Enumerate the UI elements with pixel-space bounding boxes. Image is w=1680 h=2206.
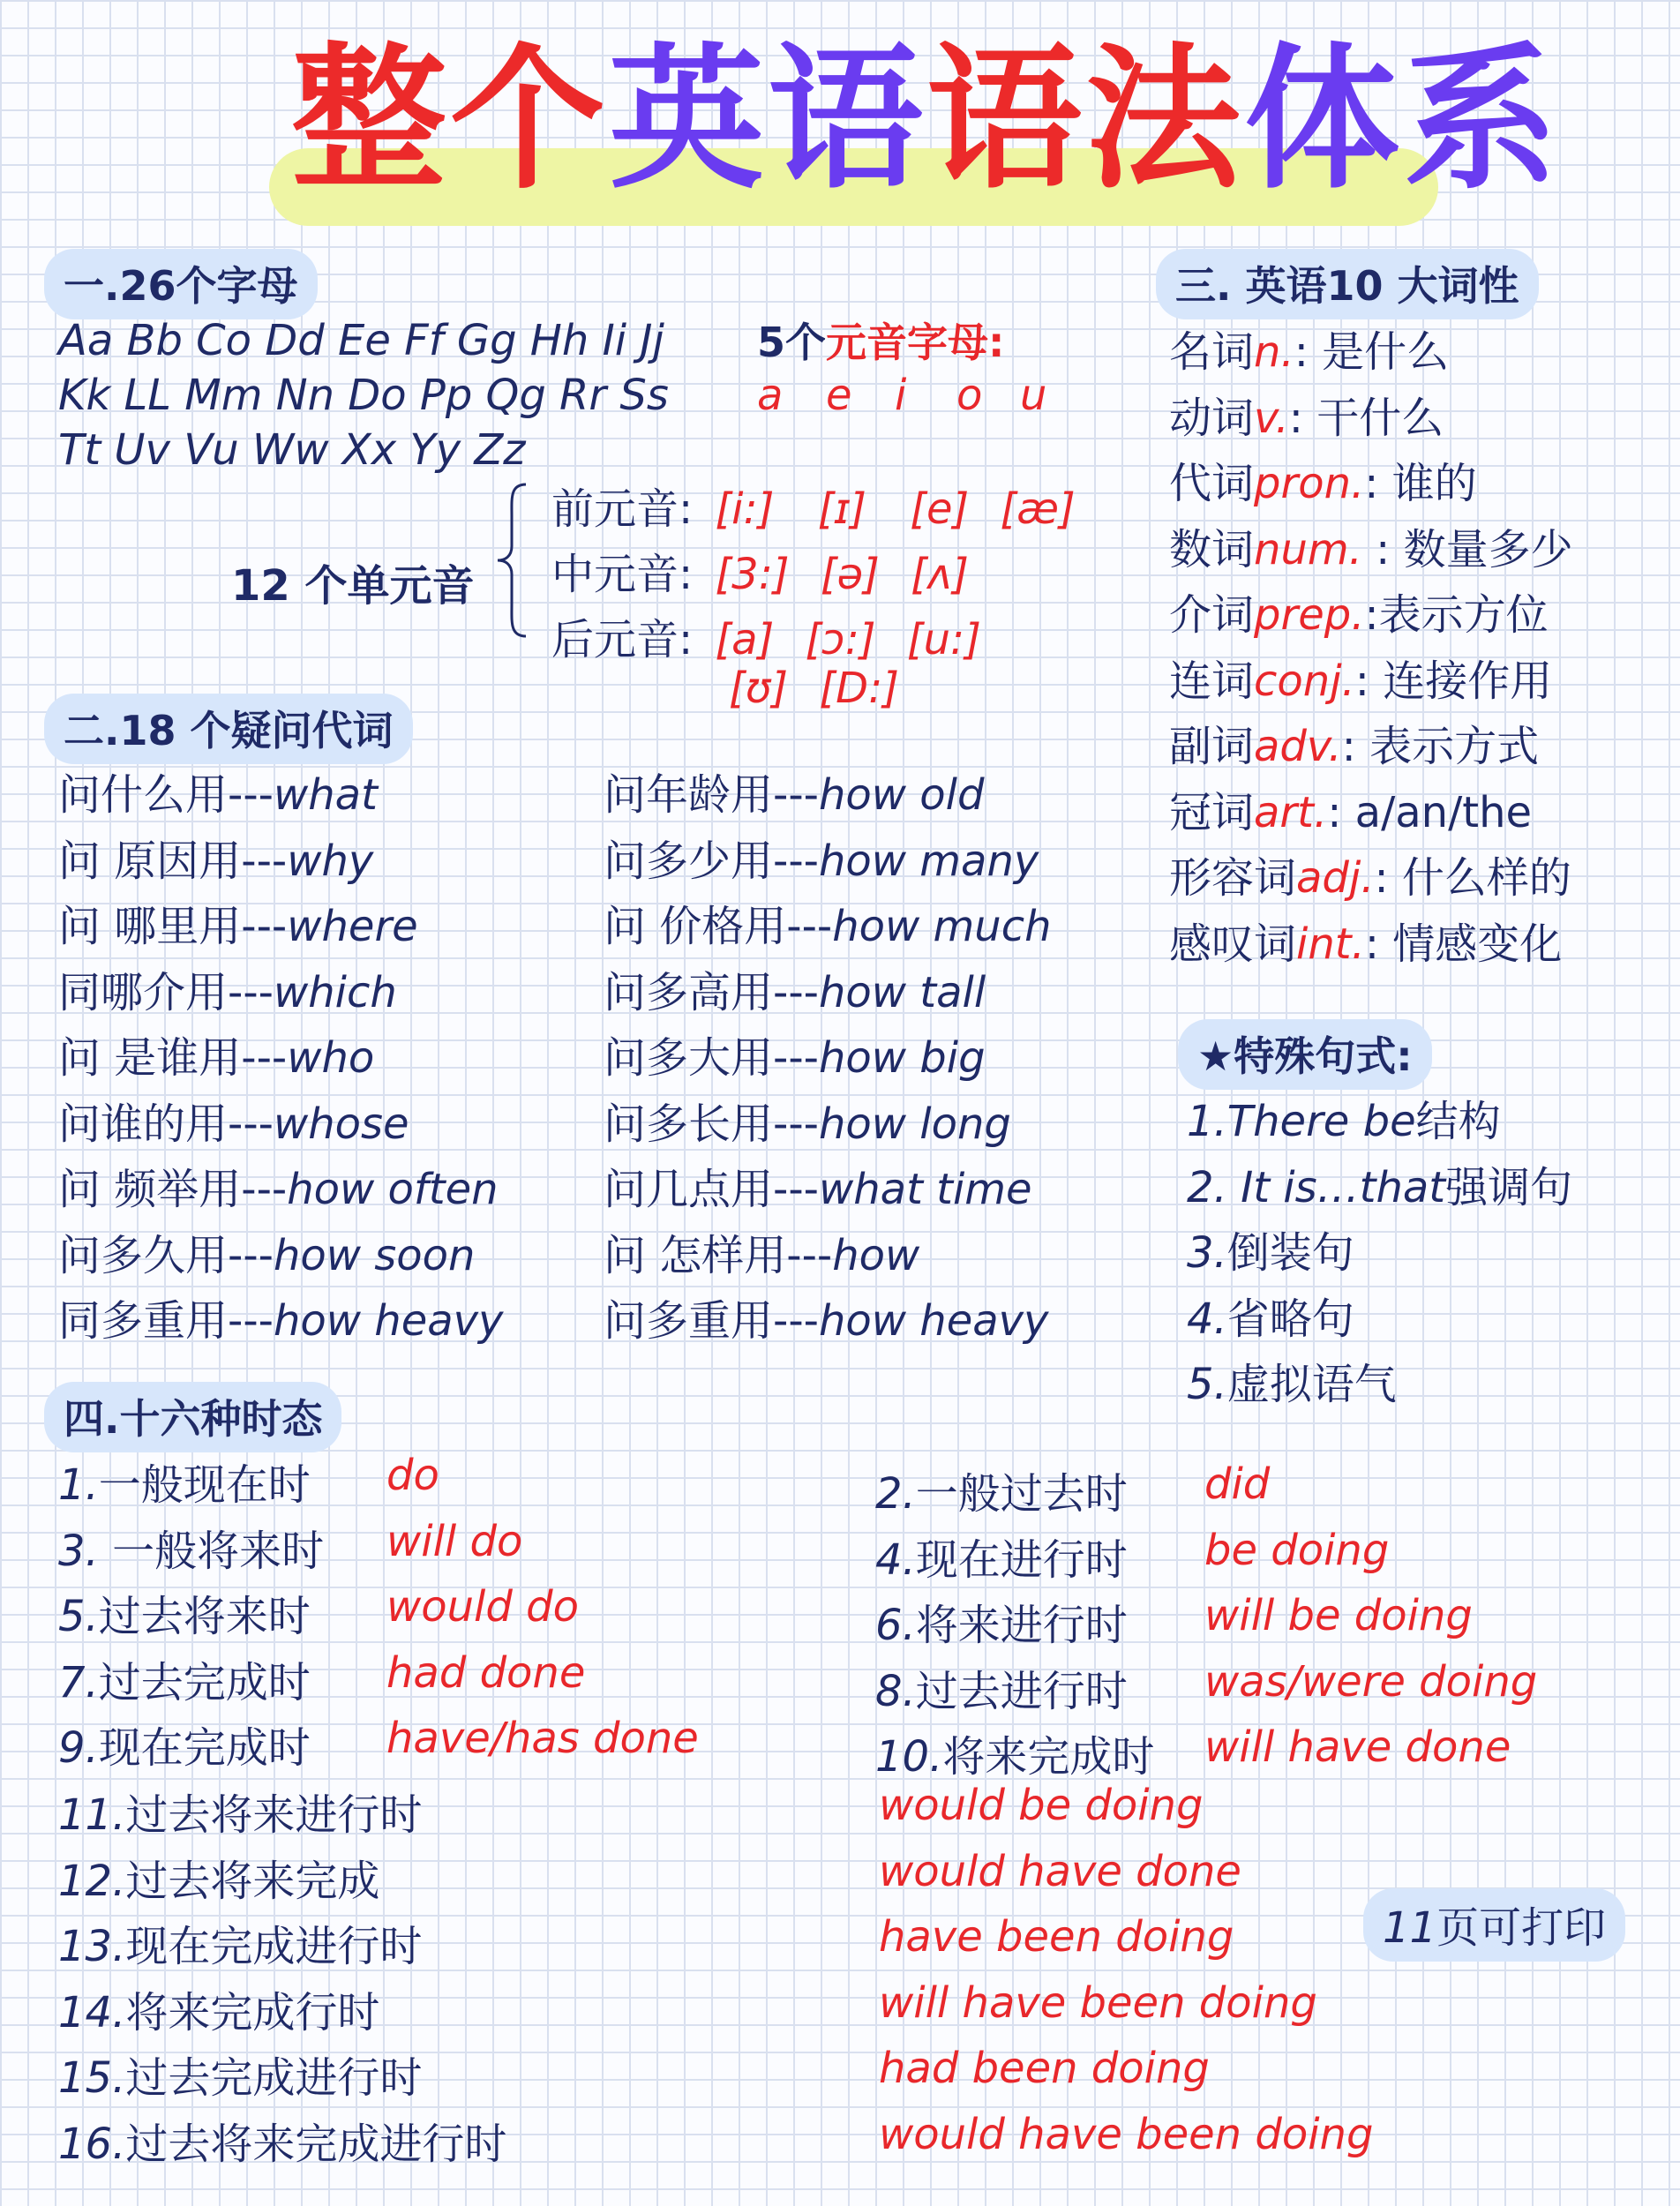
back-vowels-row: 后元音: [a] [ɔ:] [u:] bbox=[551, 615, 981, 664]
tense-form: would have done bbox=[879, 1846, 1241, 1896]
tense-num: 6. bbox=[875, 1601, 916, 1650]
tense-cn bbox=[58, 1460, 311, 1510]
tense-name: 将来完成时 bbox=[942, 1732, 1155, 1782]
tense-name: 过去完成时 bbox=[98, 1657, 311, 1707]
special-num: 2. bbox=[1187, 1162, 1241, 1212]
question-word-cn: 同哪介用--- bbox=[58, 967, 274, 1017]
question-word-row bbox=[604, 1221, 919, 1282]
mid-vowels-row: 中元音: [3:] [ə] [ʌ] bbox=[551, 550, 969, 599]
tense-num: 12. bbox=[58, 1856, 126, 1906]
pos-cn: 介词 bbox=[1169, 590, 1255, 640]
tense-num: 13. bbox=[58, 1922, 126, 1971]
tense-name: 过去将来进行时 bbox=[125, 1790, 423, 1840]
question-word-row bbox=[604, 1024, 986, 1084]
front-vowels-row: 前元音: [i:] [ɪ] [e] [æ] bbox=[551, 484, 1076, 534]
pos-desc: : 情感变化 bbox=[1364, 919, 1563, 969]
question-word-cn: 问谁的用--- bbox=[58, 1099, 274, 1149]
tense-name: 将来进行时 bbox=[915, 1601, 1128, 1650]
tense-form: would do bbox=[386, 1582, 579, 1632]
question-word-en: why bbox=[287, 836, 374, 886]
tense-cn bbox=[875, 1667, 1128, 1716]
tense-row bbox=[58, 1714, 311, 1775]
tense-name: 现在进行时 bbox=[915, 1534, 1128, 1585]
question-word-en: how heavy bbox=[818, 1296, 1049, 1346]
special-num: 3. bbox=[1187, 1228, 1227, 1278]
tense-name: 过去进行时 bbox=[915, 1666, 1128, 1716]
question-word-en: how many bbox=[818, 836, 1039, 886]
tense-num: 8. bbox=[875, 1666, 916, 1716]
pos-desc: : 连接作用 bbox=[1354, 656, 1553, 706]
tense-row bbox=[58, 1847, 379, 1908]
part-of-speech-row bbox=[1169, 844, 1571, 904]
pos-abbr: v. bbox=[1254, 393, 1289, 443]
letters-line-2: Kk LL Mm Nn Do Pp Qg Rr Ss bbox=[58, 371, 669, 420]
tense-num: 15. bbox=[58, 2053, 126, 2103]
question-word-row bbox=[58, 1221, 475, 1282]
tense-row bbox=[58, 1517, 324, 1578]
tense-row bbox=[58, 1978, 379, 2039]
part-of-speech-row bbox=[1169, 778, 1532, 839]
question-word-cn: 问多长用--- bbox=[604, 1099, 819, 1149]
tense-row bbox=[58, 1781, 422, 1842]
part-of-speech-row bbox=[1169, 712, 1539, 773]
question-word-cn: 问 频举用--- bbox=[58, 1165, 288, 1214]
tense-num: 10. bbox=[875, 1732, 943, 1782]
question-word-cn: 问 是谁用--- bbox=[58, 1033, 288, 1083]
question-word-cn: 问多大用--- bbox=[604, 1033, 819, 1083]
question-word-row bbox=[604, 827, 1039, 888]
tense-name: 一般现在时 bbox=[98, 1460, 311, 1510]
pos-cn: 数词 bbox=[1169, 524, 1255, 574]
tense-form: will be doing bbox=[1204, 1591, 1473, 1640]
pos-abbr: pron. bbox=[1254, 459, 1365, 508]
tense-name: 过去将来时 bbox=[98, 1592, 311, 1641]
pos-abbr: conj. bbox=[1254, 656, 1355, 706]
tense-row bbox=[875, 1722, 1154, 1783]
tense-num: 4. bbox=[875, 1534, 916, 1585]
pos-abbr: int. bbox=[1296, 919, 1365, 969]
question-word-row bbox=[58, 1024, 374, 1084]
tense-name: 过去将来完成进行时 bbox=[125, 2119, 507, 2169]
question-word-en: what bbox=[273, 770, 378, 820]
special-sentence-row bbox=[1187, 1285, 1354, 1346]
question-word-en: whose bbox=[273, 1099, 409, 1149]
tense-cn bbox=[875, 1732, 1154, 1782]
tense-cn bbox=[58, 1658, 311, 1707]
tense-name: 现在完成时 bbox=[98, 1723, 311, 1773]
question-word-row bbox=[604, 1090, 1011, 1151]
tense-form: would have been doing bbox=[879, 2109, 1374, 2159]
tense-form: was/were doing bbox=[1204, 1656, 1538, 1707]
question-word-row bbox=[604, 958, 986, 1019]
monophthong-label: 12 个单元音 bbox=[231, 561, 475, 611]
special-cn: 倒装句 bbox=[1226, 1228, 1354, 1278]
pos-desc: : 是什么 bbox=[1294, 327, 1450, 377]
tense-form: will have been doing bbox=[879, 1977, 1317, 2028]
tense-row bbox=[58, 1451, 311, 1512]
question-word-cn: 问 价格用--- bbox=[604, 902, 833, 951]
question-word-en: who bbox=[287, 1033, 375, 1083]
vowel-letters-label: 5个元音字母: bbox=[757, 319, 1005, 366]
tense-num: 5. bbox=[58, 1592, 99, 1641]
question-word-en: which bbox=[273, 967, 397, 1017]
pos-desc: : 表示方式 bbox=[1341, 722, 1540, 771]
tense-row bbox=[875, 1526, 1128, 1587]
question-word-cn: 问 怎样用--- bbox=[604, 1230, 833, 1280]
pos-abbr: adj. bbox=[1296, 853, 1375, 903]
question-word-cn: 问多高用--- bbox=[604, 967, 819, 1017]
special-header: ★特殊句式: bbox=[1178, 1019, 1432, 1090]
tense-name: 一般过去时 bbox=[915, 1469, 1128, 1519]
part-of-speech-row bbox=[1169, 647, 1552, 708]
question-word-row bbox=[58, 761, 378, 822]
special-cn: 虚拟语气 bbox=[1226, 1360, 1397, 1409]
pos-abbr: num. bbox=[1254, 524, 1362, 574]
part-of-speech-row bbox=[1169, 384, 1444, 445]
question-word-cn: 问多少用--- bbox=[604, 836, 819, 886]
question-word-row bbox=[58, 892, 418, 953]
pos-abbr: prep. bbox=[1254, 590, 1365, 640]
tense-cn bbox=[875, 1469, 1128, 1519]
letters-line-1: Aa Bb Co Dd Ee Ff Gg Hh Ii Jj bbox=[58, 316, 664, 365]
question-word-row bbox=[58, 1155, 499, 1216]
tense-row bbox=[875, 1591, 1128, 1652]
pos-abbr: adv. bbox=[1254, 722, 1342, 771]
special-cn: 省略句 bbox=[1226, 1294, 1354, 1344]
tense-form: will do bbox=[386, 1516, 523, 1566]
special-cn: 强调句 bbox=[1445, 1162, 1573, 1212]
special-sentence-row bbox=[1187, 1087, 1501, 1148]
tense-num: 7. bbox=[58, 1657, 99, 1707]
print-badge: 11页可打印 bbox=[1363, 1888, 1625, 1962]
special-sentence-row bbox=[1187, 1153, 1572, 1214]
pos-desc: :表示方位 bbox=[1364, 590, 1549, 640]
tense-name: 将来完成行时 bbox=[125, 1987, 380, 2037]
tense-row bbox=[58, 1582, 311, 1643]
pos-cn: 形容词 bbox=[1169, 853, 1297, 903]
tense-num: 3. bbox=[58, 1526, 113, 1576]
pos-abbr: n. bbox=[1254, 327, 1294, 377]
question-word-en: how soon bbox=[273, 1230, 476, 1280]
special-sentence-row bbox=[1187, 1219, 1354, 1279]
pos-desc: : 什么样的 bbox=[1374, 853, 1571, 903]
question-word-cn: 同多重用--- bbox=[58, 1296, 274, 1346]
question-word-cn: 问多久用--- bbox=[58, 1230, 274, 1280]
question-word-en: how big bbox=[818, 1033, 986, 1083]
curly-brace-icon bbox=[494, 481, 529, 640]
tense-cn bbox=[875, 1601, 1128, 1650]
tense-form: had done bbox=[386, 1647, 586, 1698]
question-word-row bbox=[604, 1155, 1032, 1216]
special-sentence-row bbox=[1187, 1350, 1397, 1411]
section3-header: 三. 英语10 大词性 bbox=[1156, 249, 1539, 319]
section4-header: 四.十六种时态 bbox=[44, 1382, 341, 1452]
tense-num: 2. bbox=[875, 1469, 916, 1519]
page-title: 整个英语语法体系 bbox=[291, 29, 1563, 210]
tense-row bbox=[875, 1459, 1128, 1520]
question-word-row bbox=[58, 827, 373, 888]
question-word-cn: 问什么用--- bbox=[58, 770, 274, 820]
tense-form: do bbox=[386, 1451, 439, 1500]
letters-line-3: Tt Uv Vu Ww Xx Yy Zz bbox=[58, 425, 526, 475]
question-word-row bbox=[604, 761, 984, 822]
question-word-cn: 问 原因用--- bbox=[58, 836, 288, 886]
question-word-en: how long bbox=[818, 1099, 1011, 1149]
question-word-en: how much bbox=[832, 902, 1052, 951]
pos-cn: 副词 bbox=[1169, 722, 1255, 771]
question-word-en: what time bbox=[818, 1165, 1032, 1214]
section2-header: 二.18 个疑问代词 bbox=[44, 694, 413, 764]
question-word-en: where bbox=[287, 902, 418, 951]
pos-cn: 冠词 bbox=[1169, 787, 1255, 837]
back-vowels-row-2: [ʊ] [D:] bbox=[729, 664, 899, 713]
pos-desc: : a/an/the bbox=[1327, 787, 1533, 837]
question-word-row bbox=[58, 1090, 409, 1151]
pos-cn: 动词 bbox=[1169, 393, 1255, 443]
tense-num: 14. bbox=[58, 1987, 126, 2037]
vowel-letters: a e i o u bbox=[757, 371, 1047, 420]
pos-desc: : 谁的 bbox=[1364, 459, 1477, 508]
tense-cn bbox=[58, 1592, 311, 1641]
question-word-cn: 问多重用--- bbox=[604, 1296, 819, 1346]
pos-desc: : 数量多少 bbox=[1361, 524, 1573, 574]
tense-num: 9. bbox=[58, 1723, 99, 1773]
question-word-en: how heavy bbox=[273, 1296, 504, 1346]
pos-cn: 感叹词 bbox=[1169, 919, 1297, 969]
tense-form: be doing bbox=[1204, 1525, 1390, 1575]
question-word-row bbox=[604, 1287, 1048, 1347]
tense-form: will have done bbox=[1204, 1722, 1511, 1772]
special-en: It is…that bbox=[1241, 1162, 1446, 1212]
tense-name: 过去将来完成 bbox=[125, 1856, 380, 1906]
question-word-en: how old bbox=[818, 770, 985, 820]
pos-cn: 连词 bbox=[1169, 656, 1255, 706]
tense-form: have/has done bbox=[386, 1714, 699, 1763]
tense-name: 过去完成进行时 bbox=[125, 2053, 423, 2103]
part-of-speech-row bbox=[1169, 449, 1477, 510]
tense-row bbox=[58, 1912, 422, 1973]
tense-form: have been doing bbox=[879, 1912, 1234, 1962]
question-word-cn: 问年龄用--- bbox=[604, 770, 819, 820]
tense-row bbox=[58, 2044, 422, 2105]
tense-cn bbox=[58, 1723, 311, 1773]
tense-cn bbox=[58, 1527, 324, 1576]
tense-form: had been doing bbox=[879, 2044, 1210, 2093]
question-word-cn: 问几点用--- bbox=[604, 1165, 819, 1214]
question-word-en: how often bbox=[287, 1165, 499, 1214]
tense-row bbox=[58, 1648, 311, 1709]
part-of-speech-row bbox=[1169, 910, 1562, 971]
part-of-speech-row bbox=[1169, 515, 1573, 576]
part-of-speech-row bbox=[1169, 581, 1549, 642]
special-en: There be bbox=[1226, 1097, 1416, 1146]
special-num: 5. bbox=[1187, 1360, 1227, 1409]
section1-header: 一.26个字母 bbox=[44, 249, 318, 319]
special-num: 1. bbox=[1187, 1097, 1227, 1146]
pos-desc: : 干什么 bbox=[1288, 393, 1444, 443]
tense-name: 一般将来时 bbox=[112, 1526, 325, 1576]
question-word-en: how tall bbox=[818, 967, 986, 1017]
tense-num: 16. bbox=[58, 2119, 126, 2169]
tense-form: would be doing bbox=[879, 1781, 1204, 1830]
pos-cn: 代词 bbox=[1169, 459, 1255, 508]
question-word-row bbox=[58, 1287, 503, 1347]
tense-cn bbox=[875, 1535, 1128, 1585]
tense-row bbox=[875, 1657, 1128, 1718]
part-of-speech-row bbox=[1169, 318, 1449, 379]
special-cn: 结构 bbox=[1415, 1097, 1501, 1146]
question-word-row bbox=[604, 892, 1052, 953]
tense-num: 11. bbox=[58, 1790, 126, 1840]
question-word-row bbox=[58, 958, 397, 1019]
special-num: 4. bbox=[1187, 1294, 1227, 1344]
tense-num: 1. bbox=[58, 1460, 99, 1510]
question-word-en: how bbox=[832, 1230, 920, 1280]
pos-abbr: art. bbox=[1254, 787, 1328, 837]
question-word-cn: 问 哪里用--- bbox=[58, 902, 288, 951]
pos-cn: 名词 bbox=[1169, 327, 1255, 377]
tense-row bbox=[58, 2110, 506, 2171]
tense-form: did bbox=[1204, 1459, 1271, 1509]
tense-name: 现在完成进行时 bbox=[125, 1922, 423, 1971]
